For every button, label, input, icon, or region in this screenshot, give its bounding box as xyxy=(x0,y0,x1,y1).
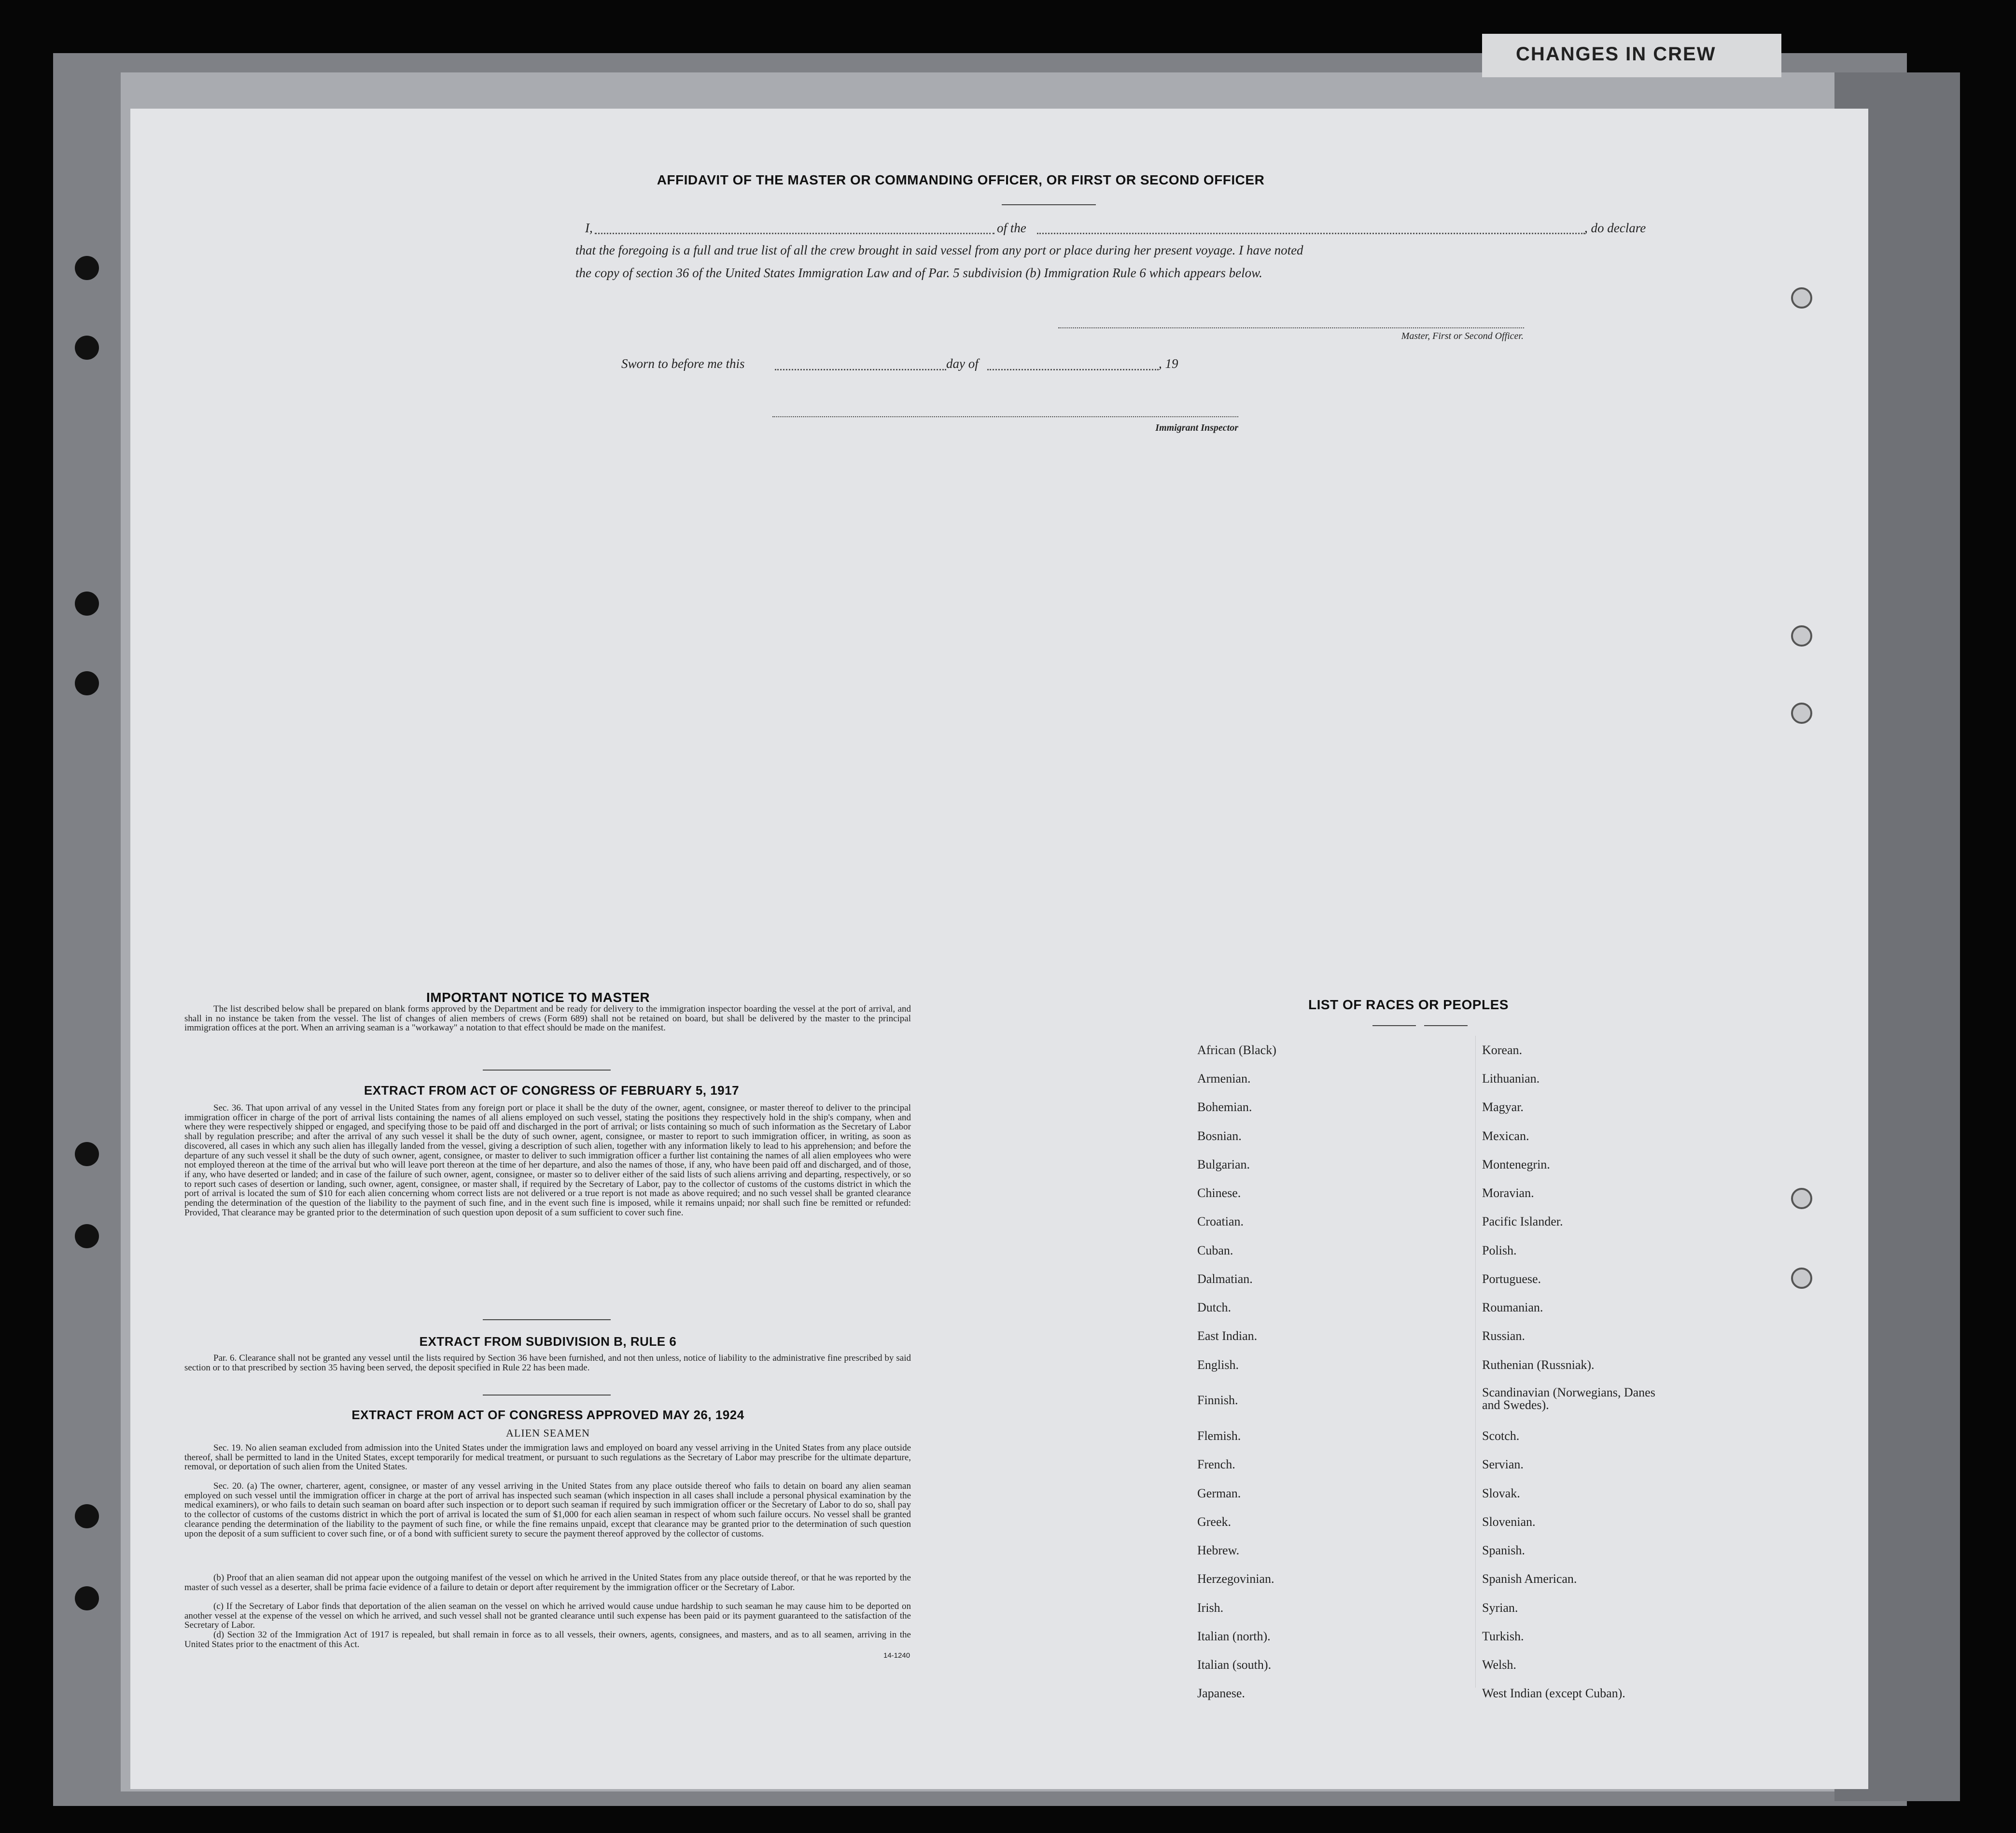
race-item: Cuban. xyxy=(1197,1243,1233,1257)
race-item: Scandinavian (Norwegians, Danes and Swedes). xyxy=(1482,1385,1655,1412)
punch-hole xyxy=(75,336,99,360)
race-item: Italian (south). xyxy=(1197,1658,1272,1672)
affidavit-line-2: that the foregoing is a full and true list of all the crew brought in said vessel from any port or place during her present voyage. I have noted xyxy=(575,243,1303,257)
alien-seamen-subheading: ALIEN SEAMEN xyxy=(506,1427,590,1439)
punch-hole xyxy=(75,1224,99,1248)
divider xyxy=(483,1395,611,1396)
rule6-body: Par. 6. Clearance shall not be granted any vessel until the lists required by Section 36 have been furnished, and not then unless, notice of liability to the administrative fine prescribed by said section or to that prescribed by section 35 having been served, the deposit specified in Rule 22 has been made. xyxy=(184,1353,911,1373)
race-item: Irish. xyxy=(1197,1601,1224,1615)
affidavit-line-3: the copy of section 36 of the United States Immigration Law and of Par. 5 subdivision (b) Immigration Rule 6 which appears below. xyxy=(575,266,1262,280)
race-item: Lithuanian. xyxy=(1482,1072,1540,1086)
race-item: Armenian. xyxy=(1197,1072,1251,1086)
sworn-day-of: day of xyxy=(946,356,979,371)
race-item: Slovenian. xyxy=(1482,1515,1536,1529)
name-blank xyxy=(595,233,994,234)
race-item: Dalmatian. xyxy=(1197,1272,1253,1286)
race-item: Croatian. xyxy=(1197,1214,1244,1228)
race-item: Dutch. xyxy=(1197,1300,1232,1314)
race-item: Greek. xyxy=(1197,1515,1232,1529)
race-item: Welsh. xyxy=(1482,1658,1516,1672)
race-item: Russian. xyxy=(1482,1329,1525,1343)
race-item: Portuguese. xyxy=(1482,1272,1541,1286)
race-item: Moravian. xyxy=(1482,1186,1534,1200)
form-number: 14-1240 xyxy=(883,1651,910,1660)
race-item: English. xyxy=(1197,1358,1239,1372)
race-item: Finnish. xyxy=(1197,1393,1238,1407)
race-item: Bosnian. xyxy=(1197,1129,1242,1143)
extract-1924-sec-20a: Sec. 20. (a) The owner, charterer, agent, consignee, or master of any vessel arriving in the United States from any place outside thereof who fails to detain on board any alien seaman employed on such vessel until the immigration officer in charge at the port of arrival has inspected such seaman (which inspection in all cases shall include a personal physical examination by the medical examiners), or who fails to detain such seaman on board after such inspection or to deport such seaman if required by such immigration officer or the Secretary of Labor to do so, shall pay to the collector of customs of the customs district in which the port of arrival is located the sum of $1,000 for each alien seaman in respect of whom such failure occurs. No vessel shall be granted clearance pending the determination of the liability to the payment of such fine, or while the fine remains unpaid, except that clearance may be granted prior to the determination of such question upon the deposit of a sum sufficient to cover such fine, or of a bond with sufficient surety to secure the payment thereof approved by the collector of customs. xyxy=(184,1481,911,1539)
month-blank xyxy=(987,369,1159,370)
extract-1924-sec-20c: (c) If the Secretary of Labor finds that deportation of the alien seaman on the vessel on which he arrived would cause undue hardship to such seaman he may cause him to be deported on another vessel at the expense of the vessel on which he arrived, and such vessel shall not be granted clearance until such expense has been paid or its payment guaranteed to the satisfaction of the Secretary of Labor. xyxy=(184,1601,911,1631)
punch-hole xyxy=(75,1586,99,1610)
column-divider xyxy=(1475,1036,1476,1688)
race-item: Turkish. xyxy=(1482,1629,1524,1643)
race-item: Spanish American. xyxy=(1482,1572,1577,1586)
race-item: Pacific Islander. xyxy=(1482,1214,1563,1228)
affidavit-heading: AFFIDAVIT OF THE MASTER OR COMMANDING OFFICER, OR FIRST OR SECOND OFFICER xyxy=(657,172,1265,187)
race-item: Polish. xyxy=(1482,1243,1517,1257)
punch-hole xyxy=(1791,625,1812,647)
day-blank xyxy=(775,369,946,370)
form-page xyxy=(130,109,1868,1789)
race-item: Mexican. xyxy=(1482,1129,1529,1143)
sworn-year: , 19 xyxy=(1159,356,1178,371)
extract-1924-sec-19: Sec. 19. No alien seaman excluded from admission into the United States under the immigration laws and employed on board any vessel arriving in the United States from any place outside thereof, shall be permitted to land in the United States, except temporarily for medical treatment, or pursuant to such regulations as the Secretary of Labor may prescribe for the ultimate departure, removal, or deportation of such alien from the United States. xyxy=(184,1443,911,1472)
extract-1924-heading: EXTRACT FROM ACT OF CONGRESS APPROVED MAY 26, 1924 xyxy=(351,1408,744,1422)
punch-hole xyxy=(75,671,99,695)
affidavit-do-declare: , do declare xyxy=(1584,221,1646,235)
punch-hole xyxy=(1791,1188,1812,1209)
races-heading: LIST OF RACES OR PEOPLES xyxy=(1308,997,1509,1012)
race-item: Magyar. xyxy=(1482,1100,1524,1114)
vessel-blank xyxy=(1037,233,1585,234)
punch-hole xyxy=(75,1504,99,1528)
inspector-signature-line xyxy=(772,416,1238,417)
race-item: Montenegrin. xyxy=(1482,1157,1550,1171)
extract-1924-sec-20d: (d) Section 32 of the Immigration Act of 1917 is repealed, but shall remain in force as to all vessels, their owners, agents, consignees, and masters, and as to all seamen, arriving in the United States prior to the enactment of this Act. xyxy=(184,1630,911,1650)
divider xyxy=(1002,204,1096,205)
race-item: Flemish. xyxy=(1197,1429,1241,1443)
race-item: East Indian. xyxy=(1197,1329,1258,1343)
race-item: Bulgarian. xyxy=(1197,1157,1250,1171)
punch-hole xyxy=(1791,287,1812,309)
divider xyxy=(1424,1025,1468,1026)
divider xyxy=(1372,1025,1416,1026)
punch-hole xyxy=(75,1142,99,1166)
race-item: Herzegovinian. xyxy=(1197,1572,1274,1586)
race-item: Hebrew. xyxy=(1197,1543,1240,1557)
top-tab xyxy=(1482,34,1781,77)
punch-hole xyxy=(1791,1268,1812,1289)
race-item: Syrian. xyxy=(1482,1601,1518,1615)
race-item: Slovak. xyxy=(1482,1486,1520,1500)
punch-hole xyxy=(75,592,99,616)
punch-hole xyxy=(75,256,99,280)
extract-1917-body: Sec. 36. That upon arrival of any vessel in the United States from any foreign port or place it shall be the duty of the owner, agent, consignee, or master thereof to deliver to the principal immigration officer in charge of the port of arrival lists containing the names of all aliens employed on such vessel, stating the positions they respectively hold in the ship's company, when and where they were respectively shipped or engaged, and specifying those to be paid off and discharged in the port of arrival; or lists containing so much of such information as the Secretary of Labor shall by regulation prescribe; and after the arrival of any such vessel it shall be the duty of such owner, agent, consignee, or master to report to such immigration officer, in writing, as soon as discovered, all cases in which any such alien has illegally landed from the vessel, giving a description of such alien, together with any information likely to lead to his apprehension; and before the departure of any such vessel it shall be the duty of such owner, agent, consignee, or master to deliver to such immigration officer a further list containing the names of all alien employees who were not employed thereon at the time of the arrival but who will leave port thereon at the time of her departure, and also the names of those, if any, who have been paid off and discharged, and of those, if any, who have deserted or landed; and in case of the failure of such owner, agent, consignee, or master so to deliver either of the said lists of such aliens arriving and departing, respectively, or so to report such cases of desertion or landing, such owner, agent, consignee, or master shall, if required by the Secretary of Labor, pay to the collector of customs of the customs district in which the port of arrival is located the sum of $10 for each alien concerning whom correct lists are not delivered or a true report is not made as above required; and no such vessel shall be granted clearance pending the determination of the question of the liability to the payment of such fine, and in the event such fine is imposed, while it remains unpaid; nor shall such fine be remitted or refunded: Provided, That clearance may be granted prior to the determination of such question upon deposit of a sum sufficient to cover such fine. xyxy=(184,1103,911,1218)
notice-body: The list described below shall be prepared on blank forms approved by the Department and be ready for delivery to the immigration inspector boarding the vessel at the port of arrival, and shall in no instance be taken from the vessel. The list of changes of alien members of crews (Form 689) shall not be retained on board, but shall be delivered by the master to the principal immigration offices at the port. When an arriving seaman is a "workaway" a notation to that effect should be made on the manifest. xyxy=(184,1004,911,1033)
race-item: West Indian (except Cuban). xyxy=(1482,1686,1625,1700)
divider xyxy=(483,1070,611,1071)
extract-1917-heading: EXTRACT FROM ACT OF CONGRESS OF FEBRUARY 5, 1917 xyxy=(364,1083,740,1098)
punch-hole xyxy=(1791,703,1812,724)
affidavit-of-the: of the xyxy=(997,221,1026,235)
race-item: Chinese. xyxy=(1197,1186,1241,1200)
inspector-signature-label: Immigrant Inspector xyxy=(1155,423,1238,433)
extract-1924-sec-20b: (b) Proof that an alien seaman did not appear upon the outgoing manifest of the vessel on which he arrived in the United States from any place outside thereof, or that he was reported by the master of such vessel as a deserter, shall be prima facie evidence of a failure to detain or deport after requirement by the immigration officer or the Secretary of Labor. xyxy=(184,1573,911,1593)
race-item: Korean. xyxy=(1482,1043,1523,1057)
race-item: Spanish. xyxy=(1482,1543,1525,1557)
rule6-heading: EXTRACT FROM SUBDIVISION B, RULE 6 xyxy=(419,1334,677,1349)
master-signature-line xyxy=(1058,327,1524,328)
race-item: Servian. xyxy=(1482,1457,1524,1471)
race-item: Scotch. xyxy=(1482,1429,1520,1443)
divider xyxy=(483,1319,611,1320)
race-item: German. xyxy=(1197,1486,1241,1500)
race-item: Japanese. xyxy=(1197,1686,1245,1700)
race-item: Italian (north). xyxy=(1197,1629,1271,1643)
notice-heading: IMPORTANT NOTICE TO MASTER xyxy=(426,990,650,1005)
race-item: French. xyxy=(1197,1457,1235,1471)
race-item: African (Black) xyxy=(1197,1043,1276,1057)
affidavit-i: I, xyxy=(585,221,593,235)
top-tab-label: CHANGES IN CREW xyxy=(1516,43,1716,65)
master-signature-label: Master, First or Second Officer. xyxy=(1401,331,1524,341)
sworn-text: Sworn to before me this xyxy=(621,356,745,371)
race-item: Ruthenian (Russniak). xyxy=(1482,1358,1595,1372)
race-item: Roumanian. xyxy=(1482,1300,1543,1314)
race-item: Bohemian. xyxy=(1197,1100,1252,1114)
